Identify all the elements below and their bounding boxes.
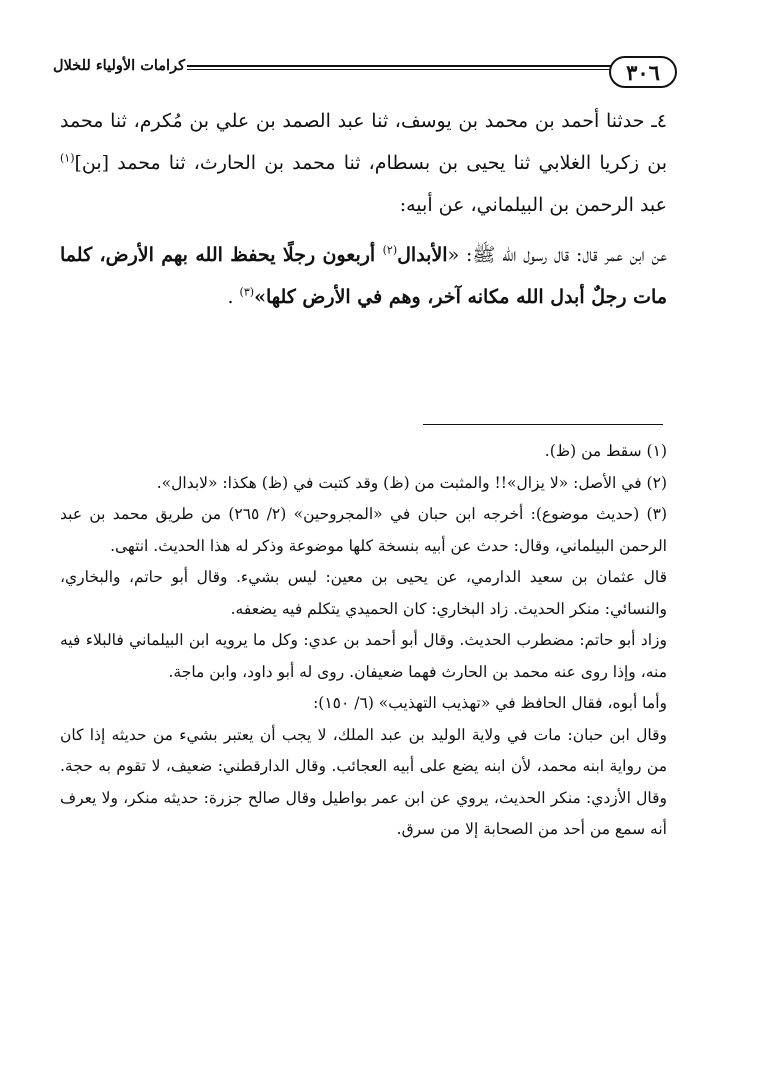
header-rule-thick xyxy=(187,65,611,67)
footnote-3: (٣) (حديث موضوع): أخرجه ابن حبان في «المجروحين» (٢/ ٢٦٥) من طريق محمد بن عبد الرحمن البيلماني، وقال: حدث عن أبيه بنسخة كلها موضوعة وذكر له هذا الحديث. انتهى. xyxy=(60,505,667,555)
footnote-3-para-5: وقال ابن حبان: مات في ولاية الوليد بن عبد الملك، لا يجب أن يعتبر بشيء من حديثه إذا كان من رواية ابنه محمد، لأن ابنه يضع على أبيه العجائب. وقال الدارقطني: ضعيف، لا تقوم به حجة. وقال الأزدي: منكر الحديث، يروي عن ابن عمر بواطيل وقال صالح جزرة: حديثه منكر، ولا يعرف أنه سمع من أحد من الصحابة إلا من سرق. xyxy=(60,725,667,838)
main-text xyxy=(60,100,667,318)
isnad-end: عبد الرحمن بن البيلماني، عن أبيه: xyxy=(399,194,667,216)
footnote-ref-1: (١) xyxy=(60,151,75,165)
header-rule-thin xyxy=(187,69,611,70)
footnote-ref-2: (٢) xyxy=(382,243,398,257)
matn-text: أربعون رجلًا يحفظ الله بهم الأرض، كلما مات رجلٌ أبدل الله مكانه آخر، وهم في الأرض كلها» xyxy=(60,244,667,308)
footnote-3-para-4: وأما أبوه، فقال الحافظ في «تهذيب التهذيب» (٦/ ١٥٠): xyxy=(313,694,667,712)
isnad-text: حدثنا أحمد بن محمد بن يوسف، ثنا عبد الصمد بن علي بن مُكرم، ثنا محمد بن زكريا الغلابي ثنا يحيى بن بسطام، ثنا محمد بن الحارث، ثنا محمد [بن] xyxy=(60,110,667,174)
matn-abdal: الأبدال xyxy=(397,244,448,266)
page-header xyxy=(55,52,677,96)
footnote-ref-3: (٣) xyxy=(239,285,255,299)
running-title: كرامات الأولياء للخلال xyxy=(53,57,185,74)
footnote-3-para-2: قال عثمان بن سعيد الدارمي، عن يحيى بن معين: ليس بشيء. وقال أبو حاتم، والبخاري، والنسائي: منكر الحديث. زاد البخاري: كان الحميدي يتكلم فيه يضعفه. xyxy=(60,568,667,618)
footnote-2: (٢) في الأصل: «لا يزال»!! والمثبت من (ظ) وقد كتبت في (ظ) هكذا: «لابدال». xyxy=(156,473,667,492)
header-rule xyxy=(187,65,611,73)
hadith-isnad xyxy=(60,100,667,226)
hadith-matn xyxy=(60,234,667,318)
footnote-1: (١) سقط من (ظ). xyxy=(544,442,667,460)
footnote-3-para-3: وزاد أبو حاتم: مضطرب الحديث. وقال أبو أحمد بن عدي: وكل ما يرويه ابن البيلماني فالبلاء فيه منه، وإذا روى عنه محمد بن الحارث فهما ضعيفان. روى له أبو داود، وابن ماجة. xyxy=(60,631,667,681)
matn-end: . xyxy=(227,286,240,308)
footnote-separator xyxy=(423,424,663,425)
footnotes xyxy=(60,436,667,846)
chain-start: عن ابن عمر قال: قال رسول الله ﷺ: « xyxy=(447,244,667,266)
page-number: ٣٠٦ xyxy=(609,56,677,88)
hadith-number: ٤ـ xyxy=(651,110,668,132)
